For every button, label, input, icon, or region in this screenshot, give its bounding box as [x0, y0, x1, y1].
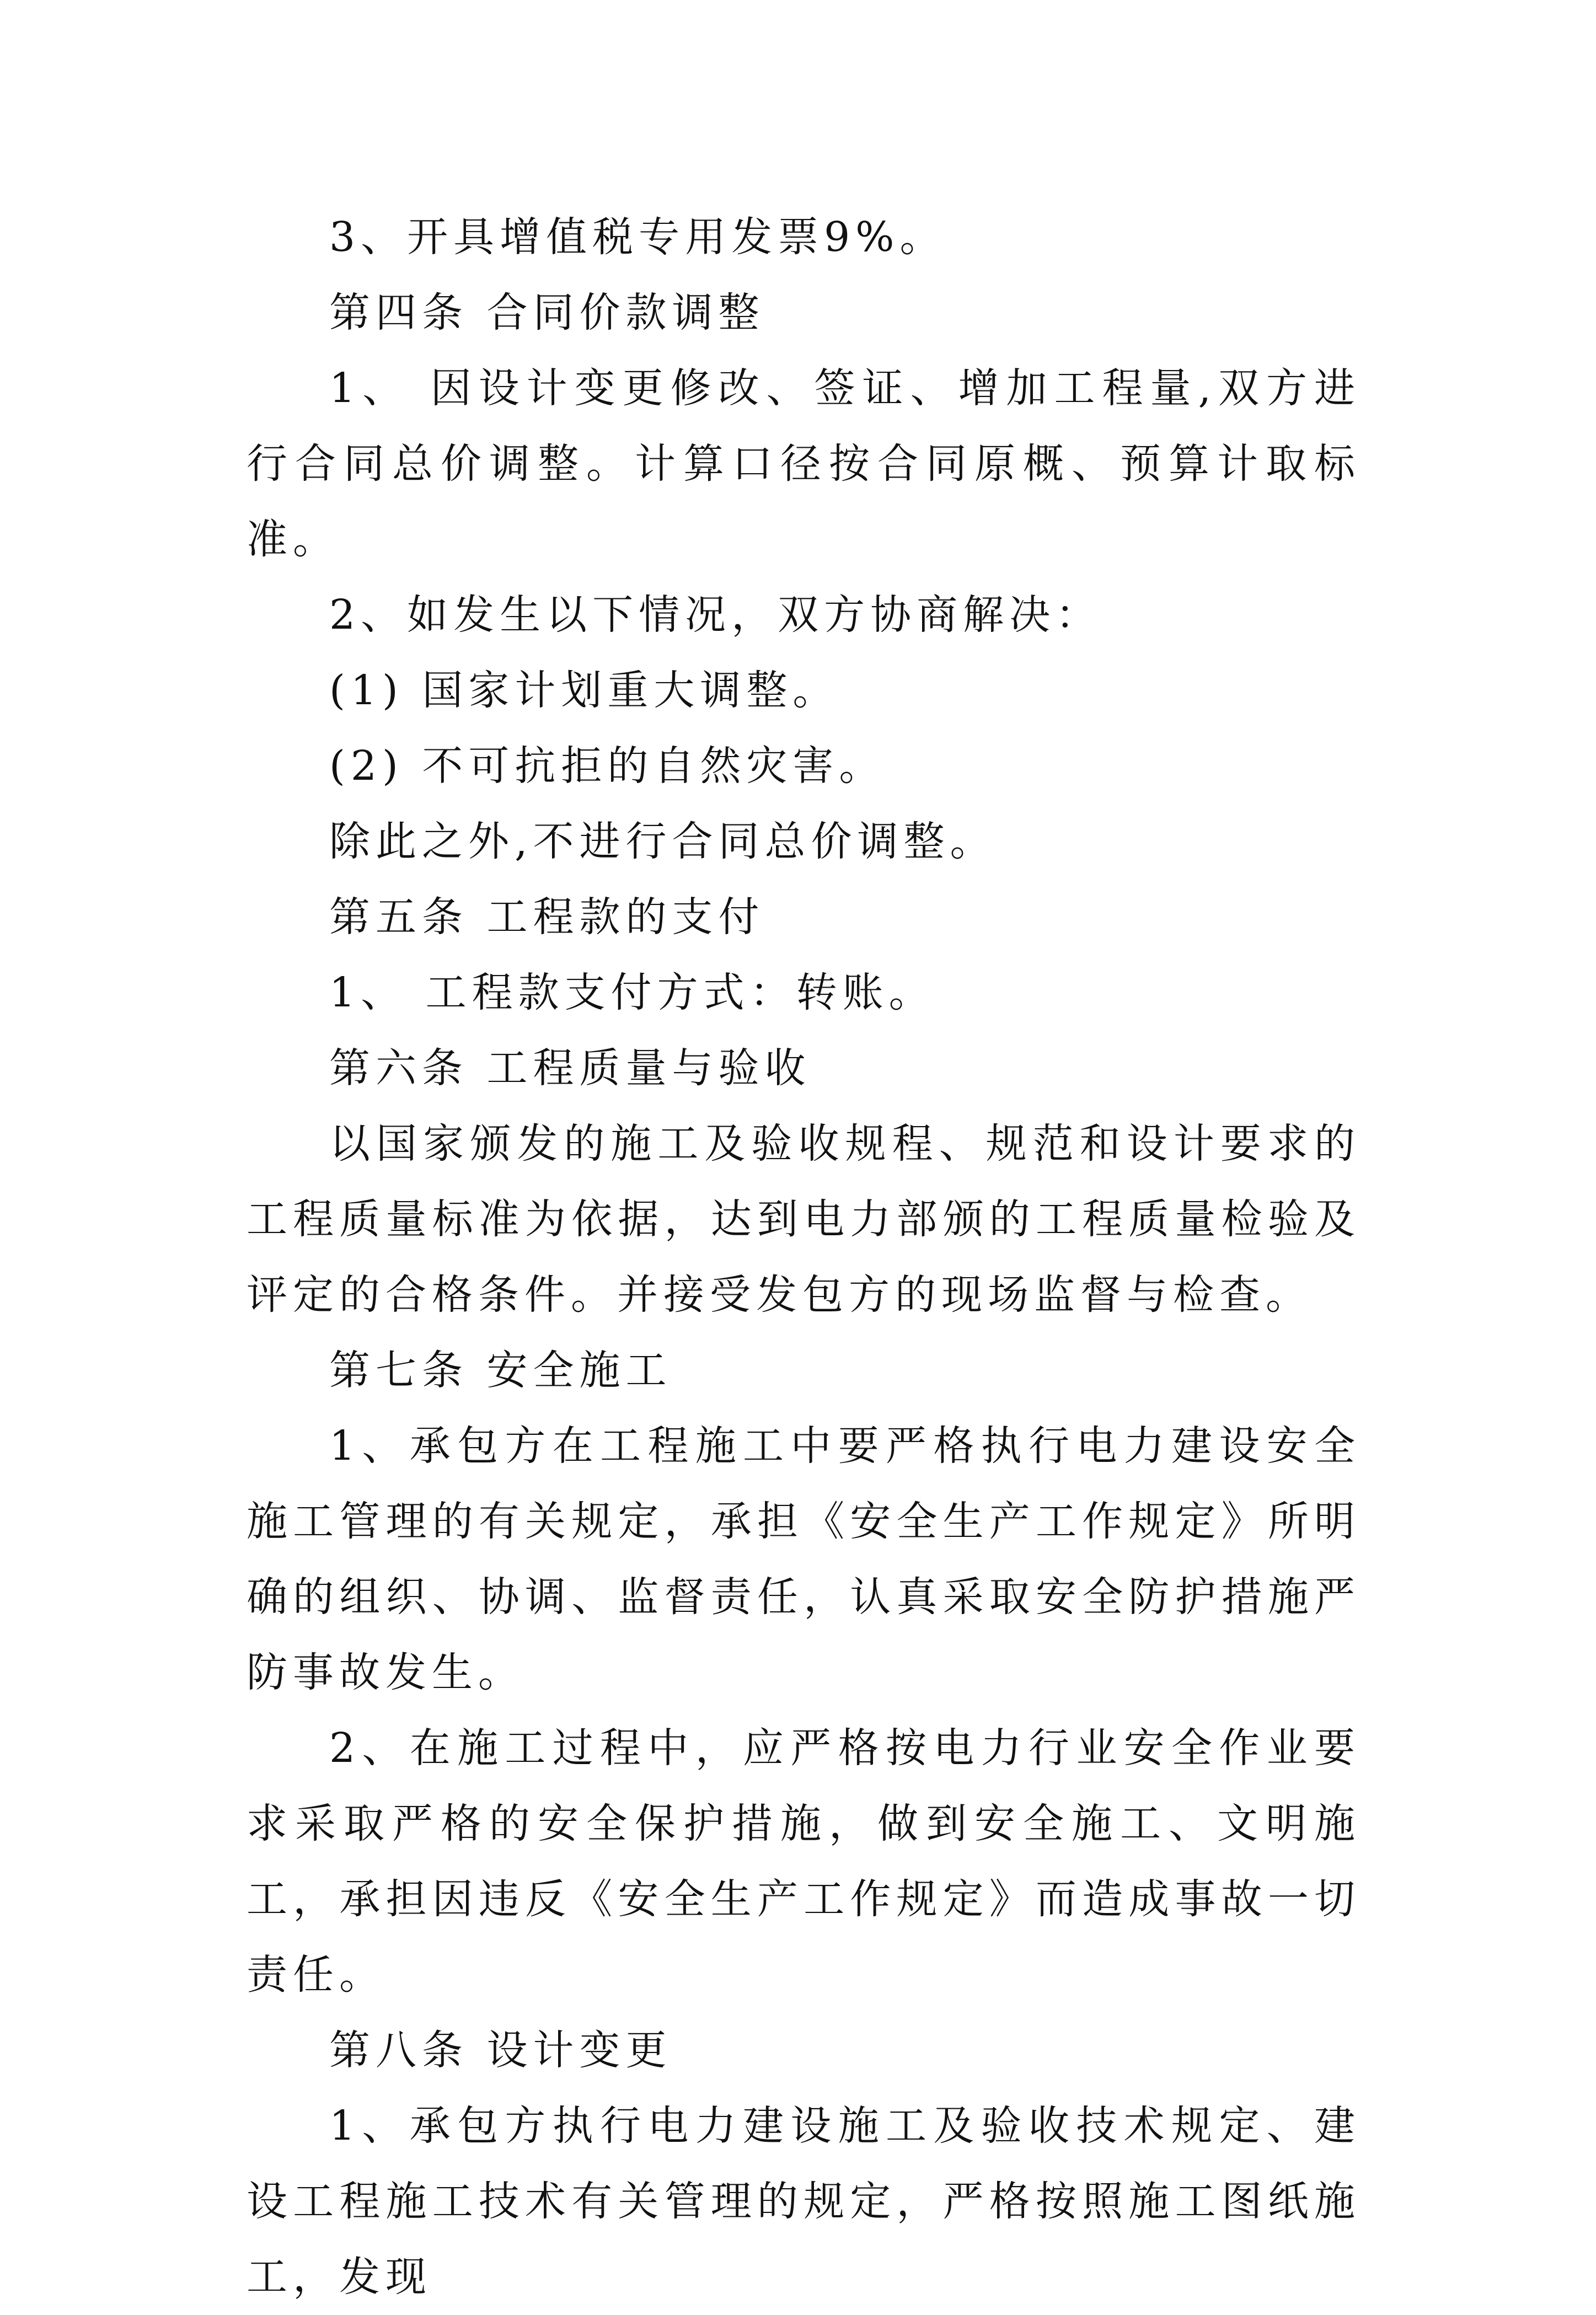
- paragraph-design-change-1: 1、承包方执行电力建设施工及验收技术规定、建设工程施工技术有关管理的规定，严格按照施工图纸施工，发现: [247, 2102, 1361, 2301]
- heading-article-4: 第四条 合同价款调整: [329, 289, 765, 336]
- paragraph-payment-method: 1、 工程款支付方式：转账。: [329, 969, 935, 1016]
- paragraph-safety-1: 1、承包方在工程施工中要严格执行电力建设安全施工管理的有关规定，承担《安全生产工作规定》所明确的组织、协调、监督责任，认真采取安全防护措施严防事故发生。: [247, 1422, 1361, 1696]
- paragraph-no-adjust: 除此之外,不进行合同总价调整。: [329, 818, 997, 865]
- paragraph-price-adjust-1: 1、 因设计变更修改、签证、增加工程量,双方进行合同总价调整。计算口径按合同原概、预算计取标准。: [247, 365, 1361, 563]
- document-body: [247, 200, 1361, 2315]
- list-item-national-plan: (1) 国家计划重大调整。: [329, 667, 839, 714]
- paragraph-price-adjust-2: 2、如发生以下情况，双方协商解决：: [329, 591, 1102, 639]
- heading-article-8: 第八条 设计变更: [329, 2027, 672, 2074]
- heading-article-7: 第七条 安全施工: [329, 1347, 672, 1394]
- paragraph-invoice: 3、开具增值税专用发票9%。: [329, 213, 946, 261]
- list-item-natural-disaster: (2) 不可抗拒的自然灾害。: [329, 742, 886, 790]
- heading-article-6: 第六条 工程质量与验收: [329, 1044, 811, 1092]
- paragraph-safety-2: 2、在施工过程中，应严格按电力行业安全作业要求采取严格的安全保护措施，做到安全施工、文明施工，承担因违反《安全生产工作规定》而造成事故一切责任。: [247, 1724, 1361, 1998]
- paragraph-quality-standard: 以国家颁发的施工及验收规程、规范和设计要求的工程质量标准为依据，达到电力部颁的工程质量检验及评定的合格条件。并接受发包方的现场监督与检查。: [247, 1120, 1361, 1319]
- heading-article-5: 第五条 工程款的支付: [329, 893, 765, 941]
